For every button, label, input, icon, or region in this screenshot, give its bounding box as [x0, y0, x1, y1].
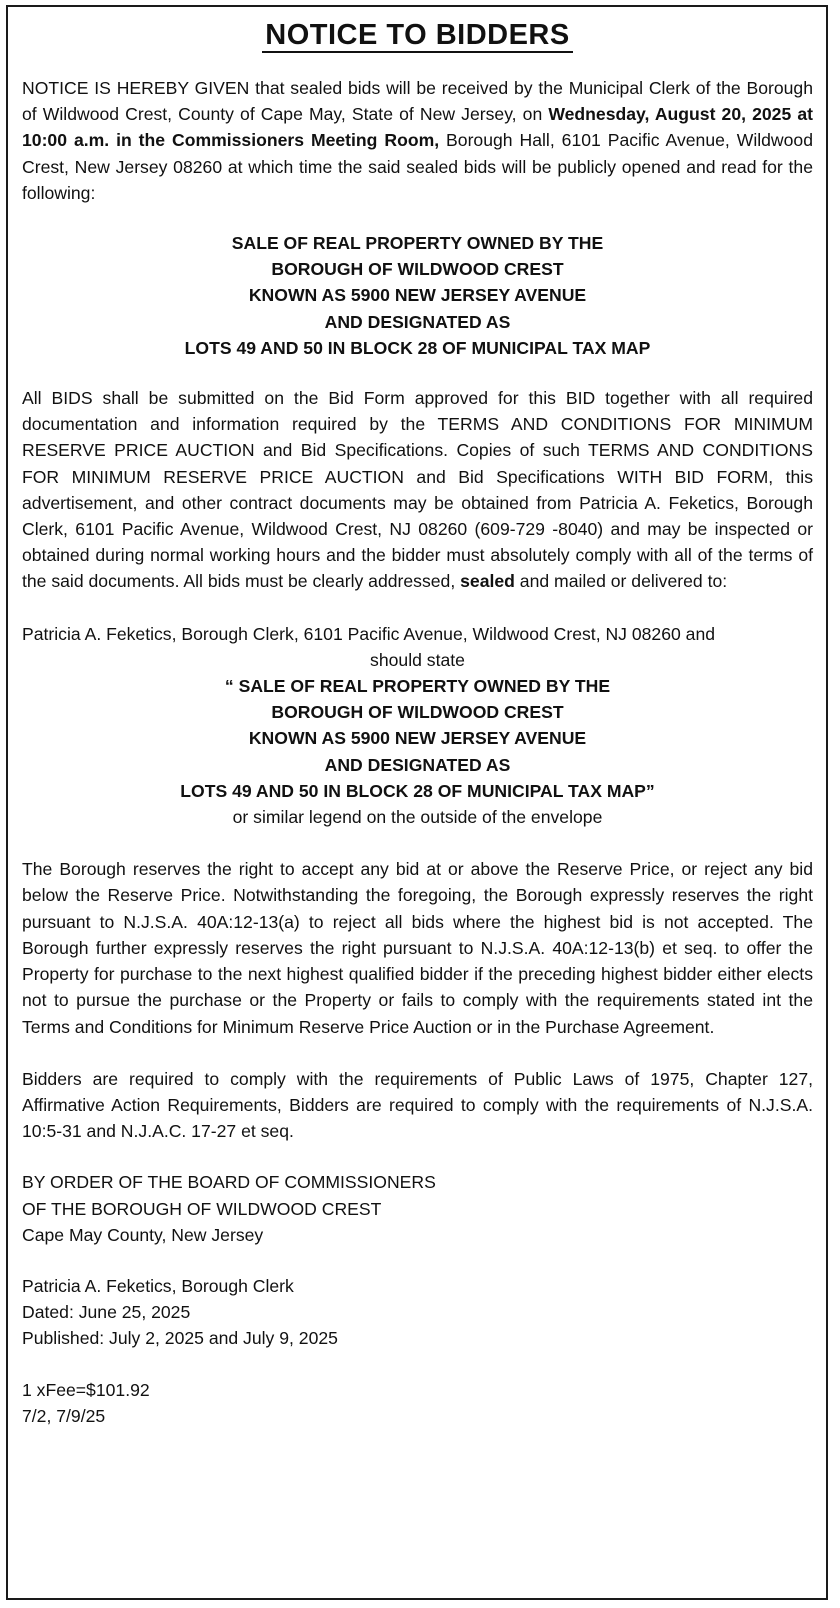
property-heading-line: LOTS 49 AND 50 IN BLOCK 28 OF MUNICIPAL TAX MAP — [184, 337, 651, 358]
property-heading-line: SALE OF REAL PROPERTY OWNED BY THE — [231, 233, 604, 254]
delivery-should-state: should state — [370, 649, 465, 670]
fee-line: 7/2, 7/9/25 — [22, 1405, 106, 1426]
signature-line: Dated: June 25, 2025 — [22, 1302, 191, 1323]
compliance-paragraph: Bidders are required to comply with the requirements of Public Laws of 1975, Chapter 127, Affirmative Action Requirements, Bidders are required to comply with the requirements of N.J.S.A. 10:5-31 and N.J.A.C. 17-27 et seq. — [22, 1068, 813, 1142]
bids-text-2: and mailed or delivered to: — [514, 571, 728, 592]
intro-bold-date: Wednesday, August 20, 2025 at 10:00 a.m. in the Commissioners Meeting Room, — [22, 104, 813, 151]
bids-paragraph — [22, 385, 813, 595]
bids-bold-sealed: sealed — [460, 571, 515, 592]
order-line: OF THE BOROUGH OF WILDWOOD CREST — [22, 1198, 382, 1219]
property-heading-line: AND DESIGNATED AS — [324, 311, 511, 332]
delivery-legend-line: KNOWN AS 5900 NEW JERSEY AVENUE — [248, 728, 587, 749]
fee-line: 1 xFee=$101.92 — [22, 1379, 150, 1400]
property-heading — [22, 230, 813, 361]
signature-line: Patricia A. Feketics, Borough Clerk — [22, 1275, 294, 1296]
property-heading-line: KNOWN AS 5900 NEW JERSEY AVENUE — [248, 285, 587, 306]
delivery-address: Patricia A. Feketics, Borough Clerk, 6101 Pacific Avenue, Wildwood Crest, NJ 08260 and — [22, 623, 716, 644]
order-line: Cape May County, New Jersey — [22, 1224, 264, 1245]
notice-to-bidders — [6, 5, 828, 1600]
signature-line: Published: July 2, 2025 and July 9, 2025 — [22, 1328, 338, 1349]
delivery-legend-line: BOROUGH OF WILDWOOD CREST — [271, 702, 564, 723]
delivery-block — [22, 621, 813, 831]
bids-text-1: All BIDS shall be submitted on the Bid Form approved for this BID together with all required documentation and information required by the TERMS AND CONDITIONS FOR MINIMUM RESERVE PRICE AUCTION and Bid Specifications. Copies of such TERMS AND CONDITIONS FOR MINIMUM RESERVE PRICE AUCTION and Bid Specifications WITH BID FORM, this advertisement, and other contract documents may be obtained from Patricia A. Feketics, Borough Clerk, 6101 Pacific Avenue, Wildwood Crest, NJ 08260 (609-729 -8040) and may be inspected or obtained during normal working hours and the bidder must absolutely comply with all of the terms of the said documents. All bids must be clearly addressed, — [22, 388, 813, 592]
order-block — [22, 1169, 813, 1248]
reserve-paragraph: The Borough reserves the right to accept any bid at or above the Reserve Price, or reject any bid below the Reserve Price. Notwithstanding the foregoing, the Borough expressly reserves the right pursuant to N.J.S.A. 40A:12-13(a) to reject all bids where the highest bid is not accepted. The Borough further expressly reserves the right pursuant to N.J.S.A. 40A:12-13(b) et seq. to offer the Property for purchase to the next highest qualified bidder if the preceding highest bidder either elects not to pursue the purchase or the Property or fails to comply with the requirements stated int the Terms and Conditions for Minimum Reserve Price Auction or in the Purchase Agreement. — [22, 859, 813, 1037]
property-heading-line: BOROUGH OF WILDWOOD CREST — [271, 259, 564, 280]
delivery-legend-line: LOTS 49 AND 50 IN BLOCK 28 OF MUNICIPAL TAX MAP” — [180, 780, 655, 801]
notice-title — [22, 17, 813, 53]
intro-paragraph — [22, 75, 813, 206]
order-line: BY ORDER OF THE BOARD OF COMMISSIONERS — [22, 1172, 436, 1193]
notice-title-text: NOTICE TO BIDDERS — [262, 19, 572, 53]
delivery-legend-line: AND DESIGNATED AS — [324, 754, 511, 775]
intro-text-2: Borough Hall, 6101 Pacific Avenue, Wildwood Crest, New Jersey 08260 at which time the said sealed bids will be publicly opened and read for the following: — [22, 130, 813, 203]
delivery-envelope-note: or similar legend on the outside of the envelope — [232, 807, 603, 828]
delivery-legend-line: “ SALE OF REAL PROPERTY OWNED BY THE — [224, 676, 611, 697]
intro-text-1: NOTICE IS HEREBY GIVEN that sealed bids will be received by the Municipal Clerk of the Borough of Wildwood Crest, County of Cape May, State of New Jersey, on — [22, 78, 813, 125]
fee-block — [22, 1377, 813, 1429]
signature-block — [22, 1273, 813, 1352]
